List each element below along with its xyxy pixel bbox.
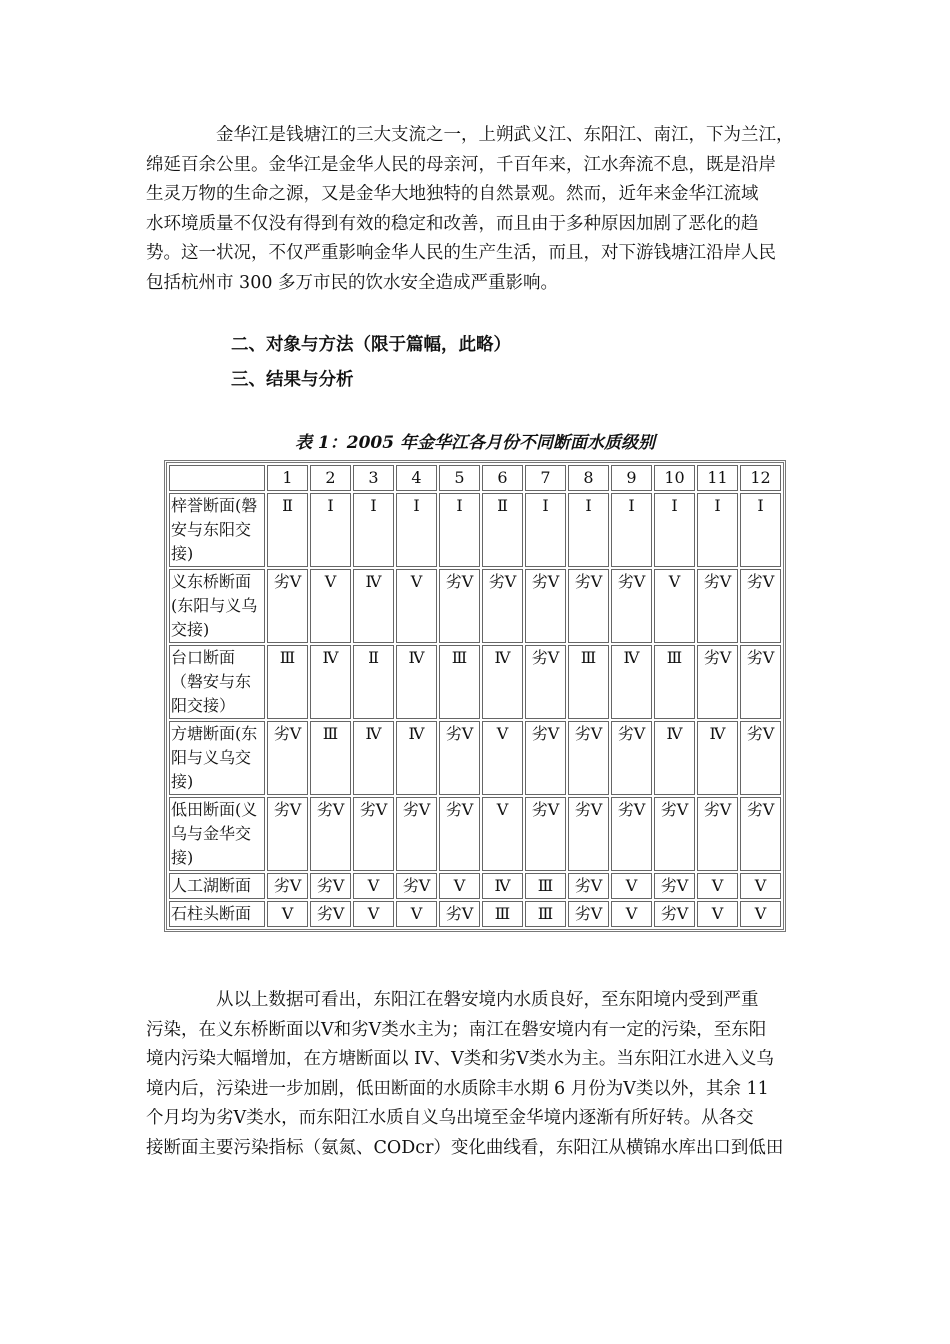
grade-cell: 劣Ⅴ xyxy=(267,721,308,795)
grade-cell: Ⅳ xyxy=(611,645,652,719)
grade-cell: Ⅳ xyxy=(353,569,394,643)
grade-cell: 劣Ⅴ xyxy=(310,901,351,927)
grade-cell: 劣Ⅴ xyxy=(396,797,437,871)
grade-cell: Ⅴ xyxy=(353,901,394,927)
grade-cell: Ⅳ xyxy=(697,721,738,795)
grade-cell: Ⅱ xyxy=(482,493,523,567)
grade-cell: 劣Ⅴ xyxy=(525,569,566,643)
grade-cell: Ⅱ xyxy=(353,645,394,719)
table-row xyxy=(169,721,781,795)
grade-cell: Ⅳ xyxy=(353,721,394,795)
month-header: 2 xyxy=(310,465,351,491)
grade-cell: Ⅲ xyxy=(568,645,609,719)
grade-cell: Ⅰ xyxy=(740,493,781,567)
grade-cell: 劣Ⅴ xyxy=(267,797,308,871)
table-row xyxy=(169,569,781,643)
analysis-line: 污染，在义东桥断面以Ⅴ和劣Ⅴ类水主为；南江在磐安境内有一定的污染，至东阳 xyxy=(146,1019,767,1040)
grade-cell: Ⅴ xyxy=(267,901,308,927)
table-row xyxy=(169,901,781,927)
grade-cell: 劣Ⅴ xyxy=(396,873,437,899)
grade-cell: Ⅴ xyxy=(697,901,738,927)
intro-line: 绵延百余公里。金华江是金华人民的母亲河，千百年来，江水奔流不息，既是沿岸 xyxy=(146,154,776,175)
grade-cell: Ⅳ xyxy=(482,645,523,719)
grade-cell: 劣Ⅴ xyxy=(740,721,781,795)
intro-line: 水环境质量不仅没有得到有效的稳定和改善，而且由于多种原因加剧了恶化的趋 xyxy=(146,213,759,234)
analysis-line: 境内污染大幅增加，在方塘断面以 IV、Ⅴ类和劣Ⅴ类水为主。当东阳江水进入义乌 xyxy=(146,1049,774,1069)
grade-cell: Ⅲ xyxy=(525,901,566,927)
grade-cell: 劣Ⅴ xyxy=(439,721,480,795)
intro-line: 包括杭州市 300 多万市民的饮水安全造成严重影响。 xyxy=(146,272,559,293)
grade-cell: Ⅴ xyxy=(611,901,652,927)
grade-cell: Ⅴ xyxy=(482,721,523,795)
grade-cell: 劣Ⅴ xyxy=(525,797,566,871)
section-name-cell: 义东桥断面(东阳与义乌交接) xyxy=(169,569,265,643)
grade-cell: 劣Ⅴ xyxy=(439,569,480,643)
month-header: 10 xyxy=(654,465,695,491)
grade-cell: 劣Ⅴ xyxy=(697,797,738,871)
grade-cell: Ⅲ xyxy=(310,721,351,795)
analysis-line: 境内后，污染进一步加剧，低田断面的水质除丰水期 6 月份为Ⅴ类以外，其余 11 xyxy=(146,1078,769,1099)
grade-cell: 劣Ⅴ xyxy=(568,873,609,899)
grade-cell: 劣Ⅴ xyxy=(568,569,609,643)
grade-cell: Ⅳ xyxy=(482,873,523,899)
grade-cell: 劣Ⅴ xyxy=(353,797,394,871)
grade-cell: Ⅴ xyxy=(396,569,437,643)
grade-cell: 劣Ⅴ xyxy=(611,797,652,871)
intro-line: 生灵万物的生命之源，又是金华大地独特的自然景观。然而，近年来金华江流域 xyxy=(146,184,759,204)
grade-cell: Ⅴ xyxy=(697,873,738,899)
grade-cell: Ⅴ xyxy=(439,873,480,899)
grade-cell: Ⅰ xyxy=(697,493,738,567)
intro-paragraph xyxy=(146,121,806,298)
grade-cell: 劣Ⅴ xyxy=(267,569,308,643)
grade-cell: Ⅳ xyxy=(396,721,437,795)
grade-cell: 劣Ⅴ xyxy=(697,645,738,719)
grade-cell: Ⅱ xyxy=(267,493,308,567)
grade-cell: 劣Ⅴ xyxy=(267,873,308,899)
intro-line: 势。这一状况，不仅严重影响金华人民的生产生活，而且，对下游钱塘江沿岸人民 xyxy=(146,243,776,263)
grade-cell: Ⅴ xyxy=(396,901,437,927)
grade-cell: Ⅴ xyxy=(654,569,695,643)
grade-cell: 劣Ⅴ xyxy=(611,569,652,643)
grade-cell: Ⅲ xyxy=(439,645,480,719)
grade-cell: 劣Ⅴ xyxy=(740,797,781,871)
grade-cell: Ⅲ xyxy=(654,645,695,719)
table-row xyxy=(169,493,781,567)
analysis-line: 个月均为劣Ⅴ类水，而东阳江水质自义乌出境至金华境内逐渐有所好转。从各交 xyxy=(146,1108,754,1128)
grade-cell: Ⅰ xyxy=(353,493,394,567)
grade-cell: 劣Ⅴ xyxy=(654,873,695,899)
grade-cell: Ⅰ xyxy=(396,493,437,567)
grade-cell: 劣Ⅴ xyxy=(568,901,609,927)
grade-cell: 劣Ⅴ xyxy=(310,873,351,899)
analysis-paragraph xyxy=(146,986,806,1163)
grade-cell: 劣Ⅴ xyxy=(568,721,609,795)
month-header: 8 xyxy=(568,465,609,491)
analysis-line: 从以上数据可看出，东阳江在磐安境内水质良好，至东阳境内受到严重 xyxy=(216,990,759,1010)
month-header: 12 xyxy=(740,465,781,491)
section-name-cell: 梓誉断面(磐安与东阳交接) xyxy=(169,493,265,567)
grade-cell: Ⅳ xyxy=(654,721,695,795)
grade-cell: Ⅴ xyxy=(611,873,652,899)
grade-cell: Ⅰ xyxy=(568,493,609,567)
grade-cell: Ⅳ xyxy=(310,645,351,719)
grade-cell: Ⅰ xyxy=(525,493,566,567)
section-heading-methods: 二、对象与方法（限于篇幅，此略） xyxy=(231,335,511,355)
section-name-cell: 台口断面（磐安与东阳交接） xyxy=(169,645,265,719)
grade-cell: 劣Ⅴ xyxy=(310,797,351,871)
month-header: 9 xyxy=(611,465,652,491)
analysis-line: 接断面主要污染指标（氨氮、CODcr）变化曲线看，东阳江从横锦水库出口到低田 xyxy=(146,1137,784,1158)
grade-cell: Ⅰ xyxy=(611,493,652,567)
grade-cell: 劣Ⅴ xyxy=(439,901,480,927)
month-header: 3 xyxy=(353,465,394,491)
grade-cell: 劣Ⅴ xyxy=(439,797,480,871)
section-name-cell: 人工湖断面 xyxy=(169,873,265,899)
month-header: 1 xyxy=(267,465,308,491)
grade-cell: 劣Ⅴ xyxy=(525,645,566,719)
grade-cell: 劣Ⅴ xyxy=(611,721,652,795)
month-header: 5 xyxy=(439,465,480,491)
grade-cell: 劣Ⅴ xyxy=(697,569,738,643)
month-header: 7 xyxy=(525,465,566,491)
month-header: 6 xyxy=(482,465,523,491)
grade-cell: Ⅲ xyxy=(525,873,566,899)
section-name-cell: 方塘断面(东阳与义乌交接) xyxy=(169,721,265,795)
table-caption: 表 1：2005 年金华江各月份不同断面水质级别 xyxy=(295,433,655,453)
section-name-cell: 低田断面(义乌与金华交接) xyxy=(169,797,265,871)
grade-cell: Ⅴ xyxy=(482,797,523,871)
table-row xyxy=(169,645,781,719)
grade-cell: Ⅲ xyxy=(267,645,308,719)
grade-cell: Ⅰ xyxy=(310,493,351,567)
section-name-cell: 石柱头断面 xyxy=(169,901,265,927)
month-header: 4 xyxy=(396,465,437,491)
grade-cell: 劣Ⅴ xyxy=(482,569,523,643)
grade-cell: Ⅲ xyxy=(482,901,523,927)
grade-cell: 劣Ⅴ xyxy=(568,797,609,871)
table-row xyxy=(169,873,781,899)
grade-cell: Ⅰ xyxy=(654,493,695,567)
month-header: 11 xyxy=(697,465,738,491)
table-header-row xyxy=(169,465,781,491)
grade-cell: 劣Ⅴ xyxy=(654,901,695,927)
grade-cell: Ⅳ xyxy=(396,645,437,719)
table-row xyxy=(169,797,781,871)
grade-cell: 劣Ⅴ xyxy=(740,645,781,719)
table-corner-cell xyxy=(169,465,265,491)
intro-line: 金华江是钱塘江的三大支流之一，上朔武义江、东阳江、南江，下为兰江， xyxy=(216,125,794,145)
grade-cell: Ⅴ xyxy=(310,569,351,643)
water-quality-table xyxy=(164,460,786,932)
grade-cell: Ⅴ xyxy=(740,901,781,927)
grade-cell: 劣Ⅴ xyxy=(525,721,566,795)
grade-cell: Ⅴ xyxy=(740,873,781,899)
grade-cell: Ⅰ xyxy=(439,493,480,567)
grade-cell: 劣Ⅴ xyxy=(654,797,695,871)
section-heading-results: 三、结果与分析 xyxy=(231,370,354,390)
grade-cell: 劣Ⅴ xyxy=(740,569,781,643)
grade-cell: Ⅴ xyxy=(353,873,394,899)
